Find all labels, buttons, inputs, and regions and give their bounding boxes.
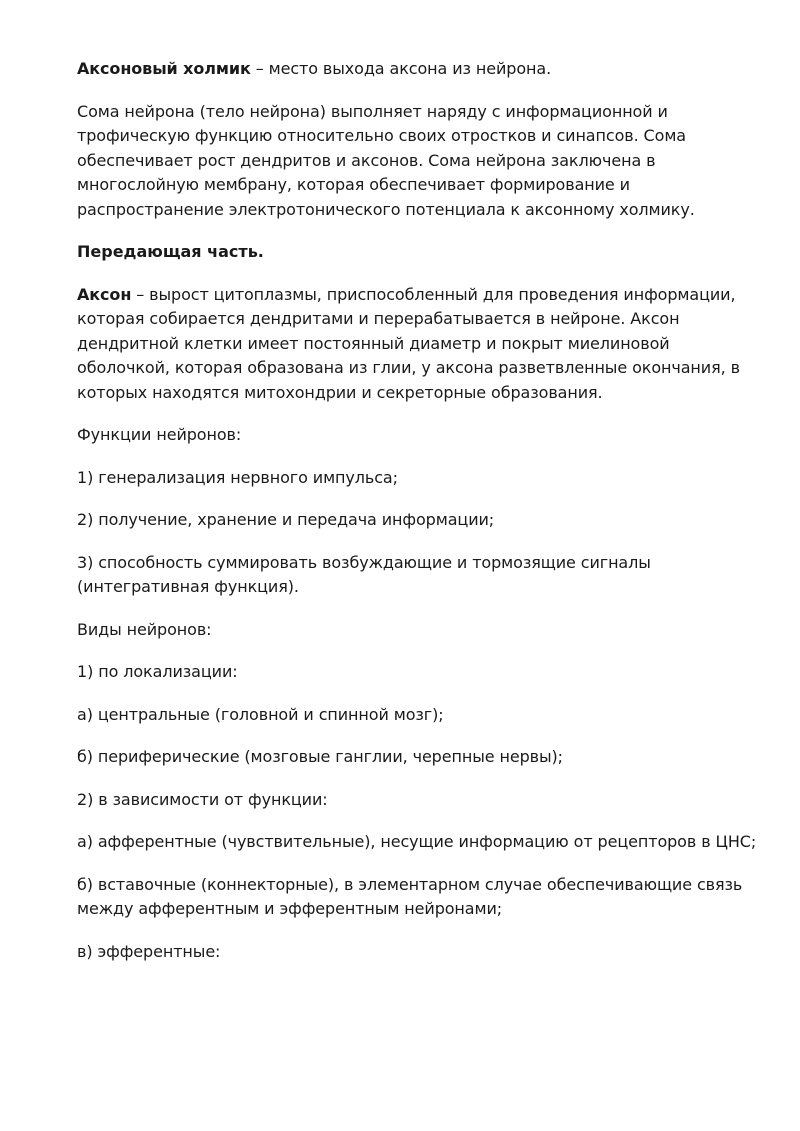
paragraph-axon-hillock bbox=[77, 57, 767, 82]
types-title: Виды нейронов: bbox=[77, 619, 212, 639]
functions-title: Функции нейронов: bbox=[77, 425, 242, 444]
type-item: а) афферентные (чувствительные), несущие информацию от рецепторов в ЦНС; bbox=[77, 832, 757, 851]
type-item: б) вставочные (коннекторные), в элементарном случае обеспечивающие связь между афферентным и эфферентным нейронами; bbox=[77, 874, 743, 918]
function-item: 3) способность суммировать возбуждающие и тормозящие сигналы (интегративная функция). bbox=[77, 552, 651, 596]
definition-axon: – вырост цитоплазмы, приспособленный для проведения информации, которая собирается дендритами и перерабатывается в нейроне. Аксон дендритной клетки имеет постоянный диаметр и покрыт миелиновой оболочкой, которая образована из глии, у аксона разветвленные окончания, в которых находятся митохондрии и секреторные образования. bbox=[77, 284, 740, 402]
type-item: 1) по локализации: bbox=[77, 662, 238, 681]
paragraph-axon bbox=[77, 283, 767, 406]
document-page bbox=[77, 57, 767, 982]
heading-transmitting-part: Передающая часть. bbox=[77, 242, 264, 261]
type-item: а) центральные (головной и спинной мозг); bbox=[77, 704, 444, 724]
function-item: 1) генерализация нервного импульса; bbox=[77, 467, 398, 487]
type-item: б) периферические (мозговые ганглии, черепные нервы); bbox=[77, 747, 563, 766]
definition-axon-hillock: – место выхода аксона из нейрона. bbox=[250, 59, 552, 78]
paragraph-soma: Сома нейрона (тело нейрона) выполняет наряду с информационной и трофическую функцию относительно своих отростков и синапсов. Сома обеспечивает рост дендритов и аксонов. Сома нейрона заключена в многослойную мембрану, которая обеспечивает формирование и распространение электротонического потенциала к аксонному холмику. bbox=[77, 101, 695, 219]
function-item: 2) получение, хранение и передача информации; bbox=[77, 510, 495, 529]
type-item: 2) в зависимости от функции: bbox=[77, 789, 328, 809]
type-item: в) эфферентные: bbox=[77, 941, 221, 961]
term-axon-hillock: Аксоновый холмик bbox=[77, 59, 251, 78]
term-axon: Аксон bbox=[77, 284, 132, 304]
